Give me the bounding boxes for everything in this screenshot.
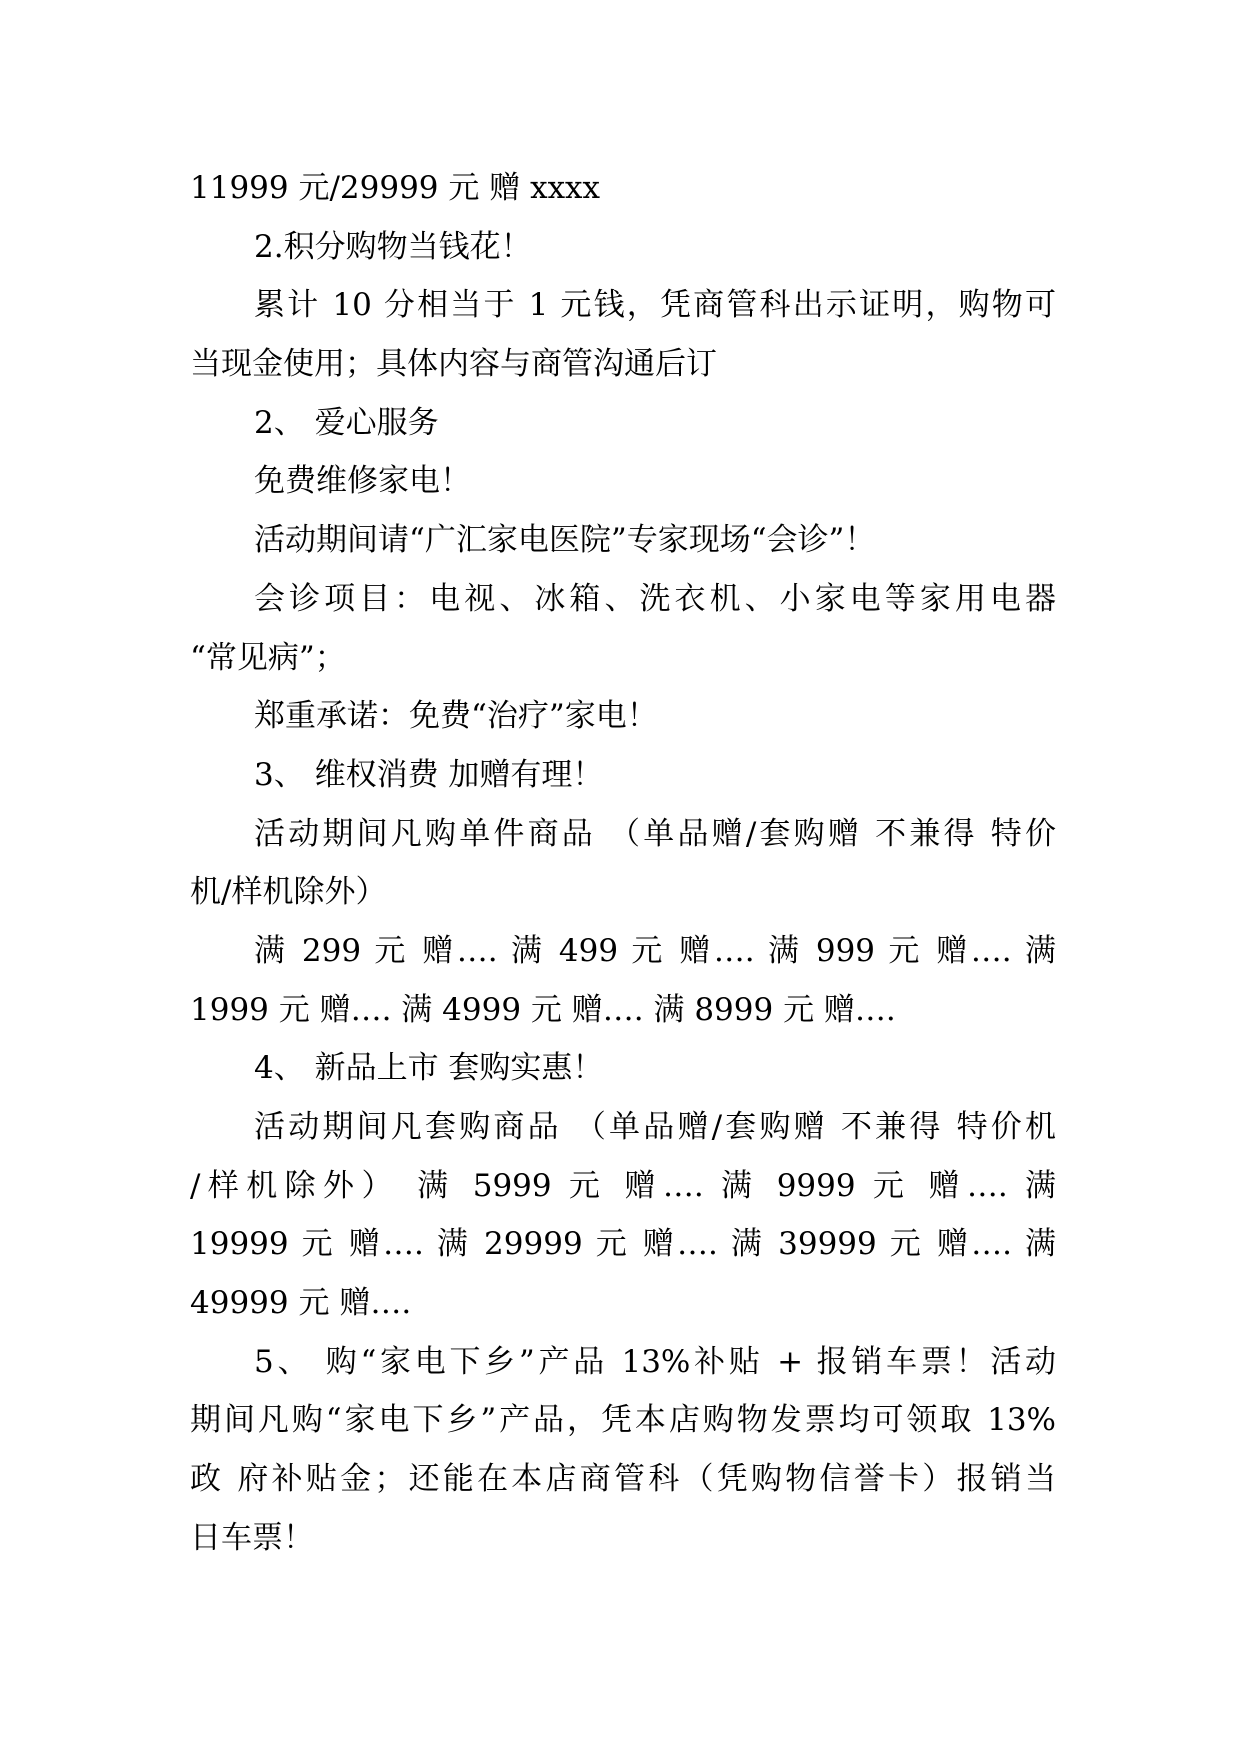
section-heading-new-products [190, 1039, 1056, 1098]
paragraph-points-rule [190, 276, 1056, 393]
text-line: 5、 购“家电下乡”产品 13%补贴 + 报销车票！活动 [254, 1343, 1056, 1380]
text-line: 2、 爱心服务 [254, 404, 439, 441]
text-line: 累计 10 分相当于 1 元钱，凭商管科出示证明，购物可 [254, 287, 1056, 324]
paragraph-consult-items [190, 570, 1056, 687]
text-line: 机/样机除外） [190, 874, 387, 911]
heading-points-shopping [190, 218, 1056, 277]
paragraph-rural-appliance-subsidy [190, 1333, 1056, 1568]
text-line: 郑重承诺：免费“治疗”家电！ [254, 698, 658, 735]
paragraph-single-item-purchase [190, 805, 1056, 922]
text-line: 1999 元 赠…. 满 4999 元 赠…. 满 8999 元 赠…. [190, 991, 896, 1028]
text-line: 会诊项目：电视、冰箱、洗衣机、小家电等家用电器 [254, 580, 1056, 617]
text-line: “常见病”； [190, 639, 346, 676]
paragraph-free-repair [190, 452, 1056, 511]
text-line: 4、 新品上市 套购实惠！ [254, 1050, 604, 1087]
paragraph-single-item-gift-tiers [190, 922, 1056, 1039]
document-body [190, 159, 1056, 1568]
text-line: 政 府补贴金；还能在本店商管科（凭购物信誉卡）报销当 [190, 1461, 1056, 1498]
text-line: 当现金使用；具体内容与商管沟通后订 [190, 346, 717, 383]
text-line: 19999 元 赠…. 满 29999 元 赠…. 满 39999 元 赠…. 满 [190, 1226, 1056, 1263]
section-heading-consumer-rights [190, 746, 1056, 805]
paragraph-expert-consult [190, 511, 1056, 570]
text-line: 期间凡购“家电下乡”产品，凭本店购物发票均可领取 13% [190, 1402, 1056, 1439]
text-line: 49999 元 赠…. [190, 1285, 412, 1322]
text-line: 活动期间请“广汇家电医院”专家现场“会诊”！ [254, 522, 876, 559]
text-line: 免费维修家电！ [254, 463, 471, 500]
text-line: 11999 元/29999 元 赠 xxxx [190, 170, 601, 206]
text-line: 3、 维权消费 加赠有理！ [254, 756, 604, 793]
paragraph-promise [190, 687, 1056, 746]
section-heading-love-service [190, 394, 1056, 453]
text-line: 日车票！ [190, 1519, 314, 1556]
text-line: /样机除外） 满 5999 元 赠…. 满 9999 元 赠…. 满 [190, 1167, 1056, 1204]
paragraph-continuation [190, 159, 1056, 218]
text-line: 活动期间凡购单件商品 （单品赠/套购赠 不兼得 特价 [254, 815, 1056, 852]
text-line: 2.积分购物当钱花！ [254, 228, 532, 265]
text-line: 满 299 元 赠…. 满 499 元 赠…. 满 999 元 赠…. 满 [254, 932, 1056, 969]
paragraph-bundle-gift-tiers [190, 1098, 1056, 1333]
text-line: 活动期间凡套购商品 （单品赠/套购赠 不兼得 特价机 [254, 1109, 1056, 1145]
